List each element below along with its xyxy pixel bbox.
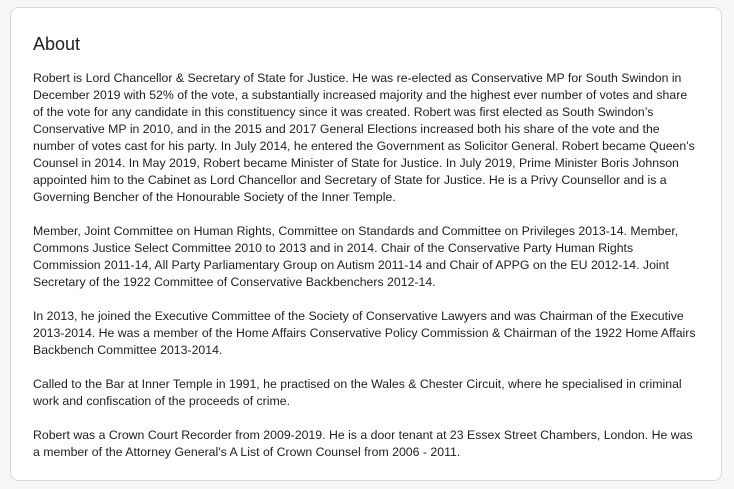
- about-title: About: [33, 34, 81, 54]
- about-paragraph-committees: Member, Joint Committee on Human Rights, Committee on Standards and Committee on Privileges 2013-14. Member, Commons Justice Select Committee 2010 to 2013 and in 2014. Chair of the Conservative Party Human Rights Commission 2011-14, All Party Parliamentary Group on Autism 2011-14 and Chair of APPG on the EU 2012-14. Joint Secretary of the 1922 Committee of Conservative Backbenchers 2012-14.: [33, 224, 679, 289]
- about-body: [33, 70, 699, 461]
- about-paragraph-career: Robert is Lord Chancellor & Secretary of State for Justice. He was re-elected as Conservative MP for South Swindon in December 2019 with 52% of the vote, a substantially increased majority and the highest ever number of votes and share of the vote for any candidate in this constituency since it was created. Robert was first elected as South Swindon’s Conservative MP in 2010, and in the 2015 and 2017 General Elections increased both his share of the vote and the number of votes cast for his party. In July 2014, he entered the Government as Solicitor General. Robert became Queen's Counsel in 2014. In May 2019, Robert became Minister of State for Justice. In July 2019, Prime Minister Boris Johnson appointed him to the Cabinet as Lord Chancellor and Secretary of State for Justice. He is a Privy Counsellor and is a Governing Bencher of the Honourable Society of the Inner Temple.: [33, 71, 695, 204]
- about-paragraph-bar: Called to the Bar at Inner Temple in 1991, he practised on the Wales & Chester Circuit, where he specialised in criminal work and confiscation of the proceeds of crime.: [33, 377, 682, 408]
- about-card: [10, 7, 722, 481]
- about-paragraph-recorder: Robert was a Crown Court Recorder from 2009-2019. He is a door tenant at 23 Essex Street Chambers, London. He was a member of the Attorney General's A List of Crown Counsel from 2006 - 2011.: [33, 428, 693, 459]
- about-paragraph-executive: In 2013, he joined the Executive Committee of the Society of Conservative Lawyers and was Chairman of the Executive 2013-2014. He was a member of the Home Affairs Conservative Policy Commission & Chairman of the 1922 Home Affairs Backbench Committee 2013-2014.: [33, 309, 696, 357]
